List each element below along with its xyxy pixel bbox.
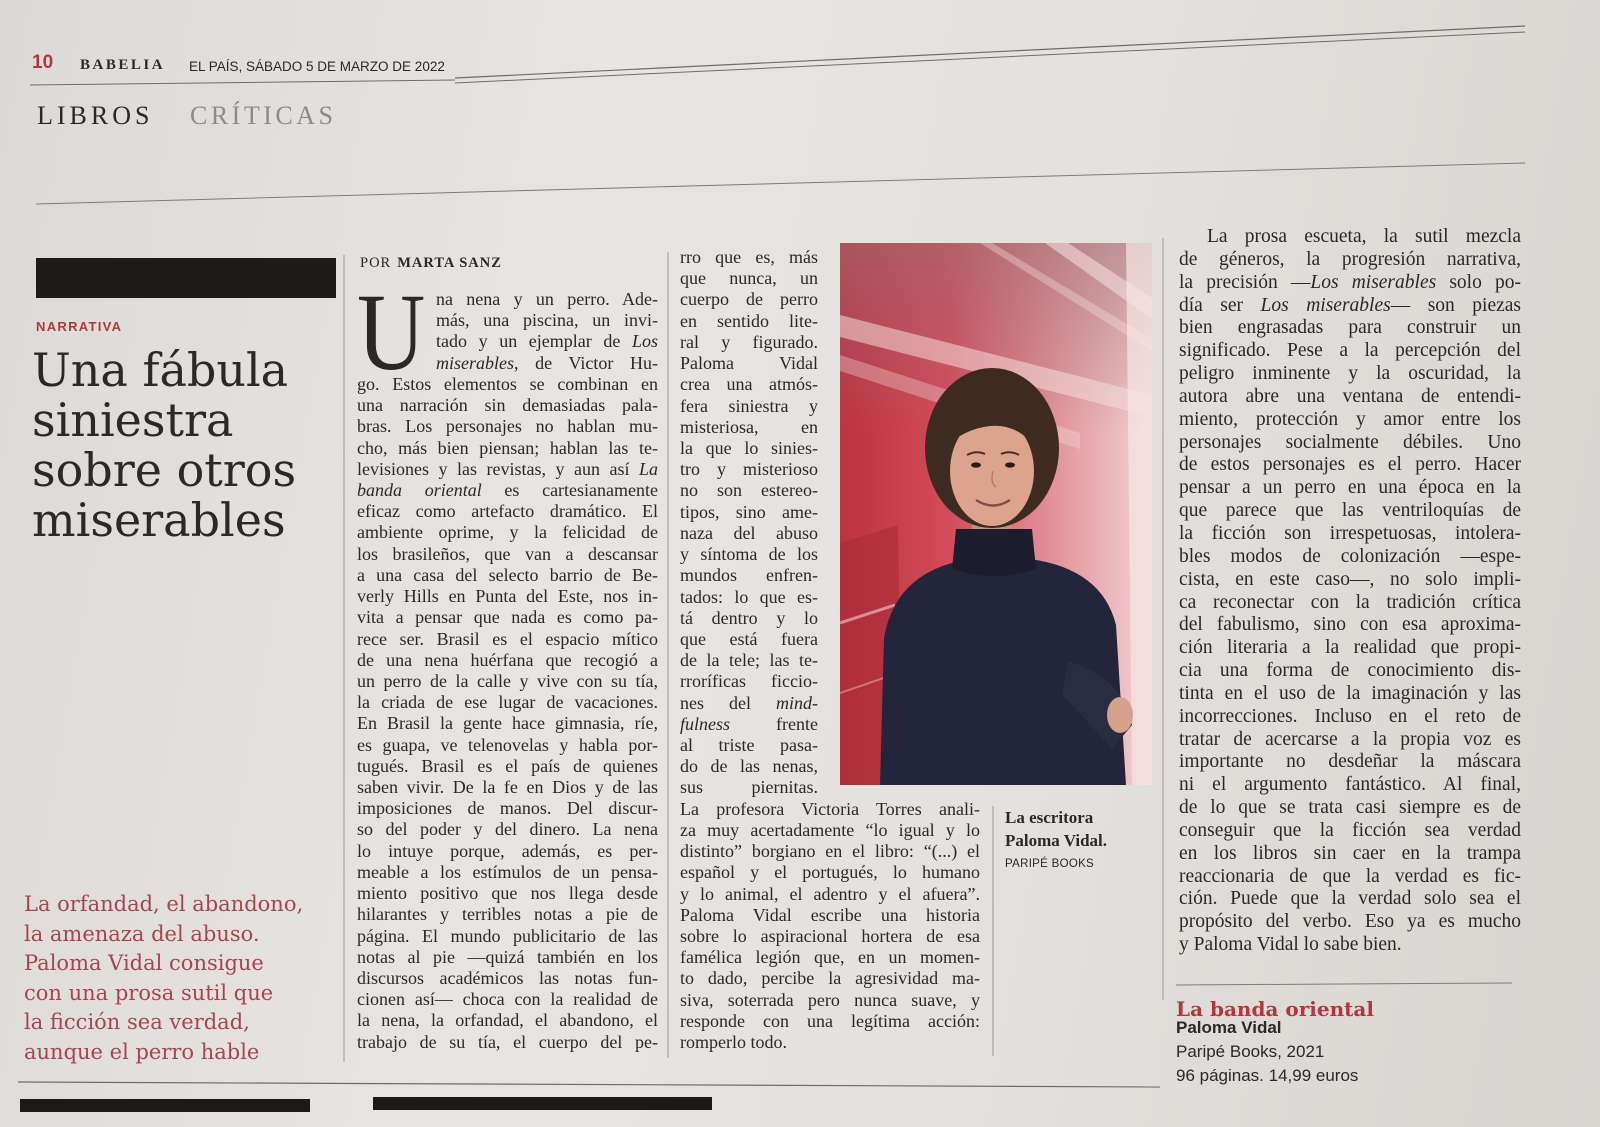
photo-caption-line: Paloma Vidal. bbox=[1005, 831, 1108, 850]
pull-quote bbox=[24, 890, 303, 1067]
headline-line: miserables bbox=[32, 493, 286, 547]
book-publisher: Paripé Books, 2021 bbox=[1176, 1042, 1325, 1061]
text-line: rece ser. Brasil es el espacio mítico bbox=[357, 628, 658, 649]
text-line: lo intuye porque, además, es per- bbox=[357, 840, 658, 861]
text-line: mundos enfren- bbox=[680, 565, 818, 586]
text-line: tados: lo que es- bbox=[680, 586, 818, 607]
text-run: la precisión — bbox=[1179, 271, 1311, 293]
text-line: del fabulismo, sino con esa aproxima- bbox=[1179, 614, 1521, 636]
text-line: bras. Los personajes no hablan mu- bbox=[357, 416, 658, 437]
text-line: siva, soterrada pero nunca suave, y bbox=[680, 989, 980, 1010]
text-line: Paloma Vidal escribe una historia bbox=[680, 904, 980, 925]
byline-author: MARTA SANZ bbox=[397, 255, 502, 271]
text-line: en sentido lite- bbox=[680, 310, 818, 331]
text-line: importante no desdeñar la máscara bbox=[1179, 751, 1521, 773]
text-line: so del poder y del dinero. La nena bbox=[357, 819, 658, 840]
text-line: vita a pensar que nada es como pa- bbox=[357, 607, 658, 628]
text-line: una narración sin demasiadas pala- bbox=[357, 395, 658, 416]
text-line bbox=[357, 480, 658, 501]
header-rule bbox=[455, 26, 1525, 78]
text-line: de géneros, la progresión narrativa, bbox=[1179, 248, 1521, 270]
text-line: la que lo sinies- bbox=[680, 437, 818, 458]
text-line: En Brasil la gente hace gimnasia, ríe, bbox=[357, 713, 658, 734]
text-line: a una casa del selecto barrio de Be- bbox=[357, 564, 658, 585]
bottom-rule bbox=[18, 1082, 1160, 1087]
kicker: NARRATIVA bbox=[36, 319, 123, 334]
text-line: cuerpo de perro bbox=[680, 289, 818, 310]
text-line: que está fuera bbox=[680, 628, 818, 649]
italic-title: La bbox=[638, 458, 658, 479]
byline bbox=[360, 255, 502, 272]
text-line: ni el argumento fantástico. Al final, bbox=[1179, 774, 1521, 796]
portrait-hand bbox=[1107, 697, 1133, 733]
text-line: La prosa escueta, la sutil mezcla bbox=[1207, 226, 1521, 247]
text-line: La profesora Victoria Torres anali- bbox=[680, 798, 980, 819]
pull-quote-line: la ficción sea verdad, bbox=[24, 1010, 250, 1034]
text-line: do de las nenas, bbox=[680, 756, 818, 777]
subsection-label: CRÍTICAS bbox=[190, 101, 337, 130]
text-line: personajes socialmente débiles. Uno bbox=[1179, 431, 1521, 453]
headline-line: sobre otros bbox=[32, 443, 297, 497]
text-line: miento positivo que nos llega desde bbox=[357, 883, 658, 904]
text-line: ral y figurado. bbox=[680, 331, 818, 352]
text-line: misteriosa, en bbox=[680, 416, 818, 437]
article-column-2-wide bbox=[680, 799, 980, 1054]
text-run: nes del bbox=[680, 692, 776, 713]
text-line: y lo animal, el adentro y el afuera”. bbox=[680, 883, 980, 904]
text-line: Paloma Vidal bbox=[680, 353, 818, 374]
text-line: de la tele; las te- bbox=[680, 650, 818, 671]
text-line bbox=[1179, 272, 1521, 295]
text-line: naza del abuso bbox=[680, 522, 818, 543]
text-line: conseguir que la ficción sea verdad bbox=[1179, 819, 1521, 841]
headline-line: Una fábula bbox=[32, 343, 289, 397]
book-title: La banda oriental bbox=[1176, 997, 1374, 1021]
headline-line: siniestra bbox=[32, 393, 234, 447]
text-line: romperlo todo. bbox=[680, 1032, 787, 1053]
text-line: za muy acertadamente “lo igual y lo bbox=[680, 819, 980, 840]
text-line: ca reconectar con la tradición crítica bbox=[1179, 591, 1521, 613]
text-line: cho, más bien piensan; hablan las te- bbox=[357, 437, 658, 458]
text-line: tro y misterioso bbox=[680, 459, 818, 480]
text-line: hilarantes y terribles notas a pie de bbox=[357, 904, 658, 925]
text-run: , de Victor Hu- bbox=[514, 352, 658, 373]
text-line: bles modos de colonización —espe- bbox=[1179, 545, 1521, 567]
pull-quote-line: La orfandad, el abandono, bbox=[24, 892, 304, 916]
text-run: es cartesianamente bbox=[481, 479, 659, 500]
text-run: frente bbox=[730, 713, 818, 734]
text-line: ción literaria a la realidad que propi- bbox=[1179, 637, 1521, 659]
header-rule bbox=[455, 32, 1525, 83]
text-line: sobre lo aspiracional hortera de esa bbox=[680, 926, 980, 946]
text-line: tinta en el uso de la imaginación y las bbox=[1179, 682, 1521, 704]
text-line: go. Estos elementos se combinan en bbox=[357, 373, 658, 394]
book-author: Paloma Vidal bbox=[1176, 1018, 1282, 1037]
pull-quote-line: Paloma Vidal consigue bbox=[24, 951, 264, 975]
text-line: que nunca, un bbox=[680, 268, 818, 289]
text-line: cista, en este caso—, no solo impli- bbox=[1179, 568, 1521, 590]
text-line: ción. Puede que la verdad solo sea el bbox=[1179, 888, 1521, 910]
text-line: la criada de ese lugar de vacaciones. bbox=[357, 692, 658, 713]
photo-credit: PARIPÉ BOOKS bbox=[1005, 858, 1095, 870]
pull-quote-line: aunque el perro hable bbox=[24, 1039, 260, 1064]
next-article-bar bbox=[20, 1099, 310, 1112]
text-line: significado. Pese a la percepción del bbox=[1179, 340, 1521, 362]
italic-title: fulness bbox=[680, 713, 731, 734]
text-line: los brasileños, que van a descansar bbox=[357, 543, 658, 564]
text-line: verly Hills en Punta del Este, nos in- bbox=[357, 586, 658, 607]
page-number: 10 bbox=[32, 52, 54, 73]
text-line: cia una forma de conocimiento dis- bbox=[1179, 660, 1521, 682]
text-line: la ficción son irrespetuosas, intolera- bbox=[1179, 522, 1521, 544]
text-line bbox=[1179, 295, 1521, 318]
text-line: imposiciones de manos. Del discur- bbox=[357, 798, 658, 819]
supplement-name: BABELIA bbox=[80, 57, 166, 73]
article-column-2-narrow bbox=[680, 247, 818, 799]
text-line bbox=[357, 459, 658, 480]
text-line: discursos académicos las notas fun- bbox=[357, 968, 658, 988]
next-article-bar bbox=[373, 1097, 712, 1110]
text-run: — son piezas bbox=[1390, 294, 1522, 316]
text-line: y Paloma Vidal lo sabe bien. bbox=[1179, 934, 1402, 956]
text-line: tipos, sino ame- bbox=[680, 501, 818, 522]
text-line: página. El mundo publicitario de las bbox=[357, 925, 658, 946]
photo-caption bbox=[1005, 806, 1107, 852]
text-line: un perro de la calle y vive con su tía, bbox=[357, 670, 658, 691]
text-line: tugués. Brasil es el país de quienes bbox=[357, 755, 658, 776]
photo-caption-line: La escritora bbox=[1005, 808, 1094, 827]
text-line: propósito del verbo. Eso ya es mucho bbox=[1179, 911, 1521, 933]
text-line bbox=[680, 714, 818, 735]
text-line: miento, protección y amor entre los bbox=[1179, 408, 1521, 430]
text-line: responde con una legítima acción: bbox=[680, 1010, 980, 1031]
text-line: meable a los estímulos de un pensa- bbox=[357, 861, 658, 882]
text-line: al triste pasa- bbox=[680, 735, 818, 756]
portrait-collar bbox=[952, 529, 1036, 576]
section-rule bbox=[36, 163, 1525, 204]
text-line: notas al pie —quizá también en los bbox=[357, 946, 658, 967]
text-line bbox=[680, 693, 818, 714]
text-line: autora abre una ventana de entendi- bbox=[1179, 385, 1521, 407]
dateline: EL PAÍS, SÁBADO 5 DE MARZO DE 2022 bbox=[189, 59, 445, 74]
text-line: no son estereo- bbox=[680, 480, 818, 501]
text-line: pensar a un perro en una época en la bbox=[1179, 477, 1521, 499]
section-label: LIBROS bbox=[37, 101, 154, 130]
text-line: de una nena huérfana que recogió a bbox=[357, 649, 658, 670]
book-pages-price: 96 páginas. 14,99 euros bbox=[1176, 1066, 1359, 1085]
italic-title: Los miserables bbox=[1260, 294, 1391, 316]
text-line: na nena y un perro. Ade- bbox=[436, 289, 658, 309]
header-rule bbox=[30, 80, 455, 85]
text-line: rro que es, más bbox=[680, 247, 818, 267]
text-line: crea una atmós- bbox=[680, 374, 818, 395]
text-line: de estos personajes es el perro. Hacer bbox=[1179, 454, 1521, 476]
text-line: famélica legión que, en un momen- bbox=[680, 947, 980, 968]
text-line: en los libros sin caer en la trampa bbox=[1179, 842, 1521, 864]
text-line bbox=[436, 353, 658, 374]
pull-quote-line: con una prosa sutil que bbox=[24, 980, 274, 1005]
book-info-rule bbox=[1176, 983, 1512, 985]
headline bbox=[32, 345, 296, 545]
text-line: sus piernitas. bbox=[680, 777, 818, 798]
text-line: tratar de acercarse a la propia voz es bbox=[1179, 728, 1521, 750]
text-line: cionen así— choca con la realidad de bbox=[357, 989, 658, 1010]
text-line: saben vivir. De la fe en Dios y de las bbox=[357, 777, 658, 798]
article-column-1 bbox=[357, 289, 658, 1053]
author-photo bbox=[840, 243, 1152, 785]
italic-title: mind- bbox=[776, 692, 818, 713]
text-line: incorrecciones. Incluso en el reto de bbox=[1179, 705, 1521, 727]
text-line: tá dentro y lo bbox=[680, 607, 818, 628]
text-line: la nena, la orfandad, el abandono, el bbox=[357, 1010, 658, 1031]
article-column-3 bbox=[1179, 226, 1521, 957]
text-line bbox=[436, 331, 658, 352]
text-line: fera siniestra y bbox=[680, 395, 818, 416]
italic-title: banda oriental bbox=[357, 479, 482, 500]
text-run: día ser bbox=[1179, 294, 1261, 316]
drop-cap: U bbox=[357, 271, 426, 393]
pull-quote-line: la amenaza del abuso. bbox=[24, 921, 260, 946]
text-line: rroríficas ficcio- bbox=[680, 671, 818, 692]
text-line: distinto” borgiano en el libro: “(...) el bbox=[680, 841, 980, 862]
text-run: levisiones y las revistas, y aun así bbox=[357, 458, 639, 479]
text-line: ambiente oprime, y la felicidad de bbox=[357, 522, 658, 543]
text-line: to dado, percibe la agresividad ma- bbox=[680, 968, 980, 989]
text-line: eficaz como artefacto dramático. El bbox=[357, 501, 658, 522]
text-run: solo po- bbox=[1436, 271, 1521, 293]
text-line: trabajo de su tía, el cuerpo del pe- bbox=[357, 1031, 658, 1052]
text-line: y síntoma de los bbox=[680, 544, 818, 565]
text-line: más, una piscina, un invi- bbox=[436, 310, 658, 331]
text-line: que parece que las ventriloquías de bbox=[1179, 500, 1521, 522]
text-line: reaccionaria de que la verdad es fic- bbox=[1179, 865, 1521, 887]
text-line: de lo que se trata casi siempre es de bbox=[1179, 797, 1521, 819]
italic-title: miserables bbox=[436, 352, 514, 373]
text-line: peligro inminente y la oscuridad, la bbox=[1179, 363, 1521, 385]
byline-prefix: POR bbox=[360, 255, 392, 271]
text-run: tado y un ejemplar de bbox=[436, 331, 632, 352]
text-line: bien engrasadas para construir un bbox=[1179, 317, 1521, 339]
italic-title: Los miserables bbox=[1310, 271, 1437, 293]
text-line: español y el portugués, lo humano bbox=[680, 862, 980, 883]
text-line: es guapa, ve telenovelas y habla por- bbox=[357, 734, 658, 755]
italic-title: Los bbox=[631, 331, 658, 352]
kicker-bar bbox=[36, 258, 336, 298]
